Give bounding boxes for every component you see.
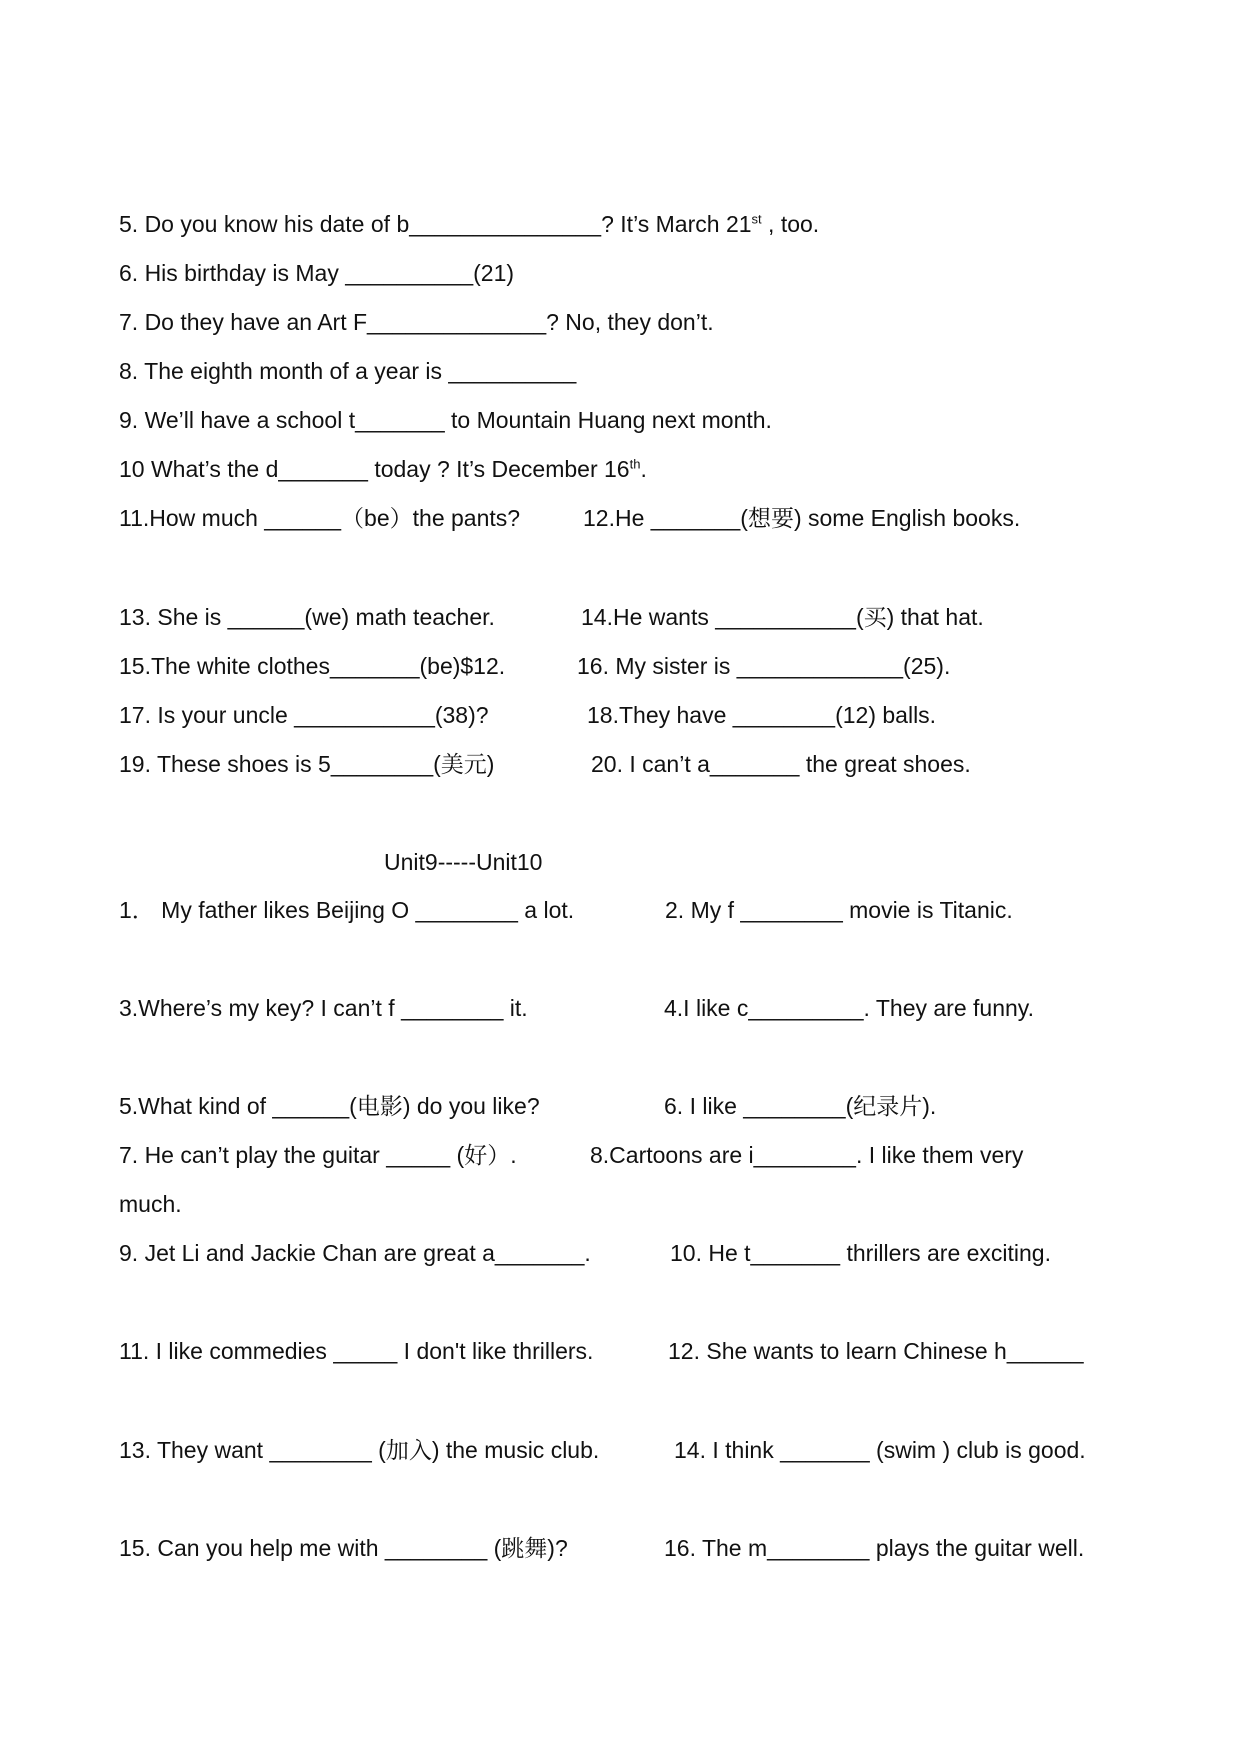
question-12: 12.He _______(想要) some English books. bbox=[583, 505, 1021, 531]
question-6: 6. His birthday is May __________(21) bbox=[119, 260, 515, 286]
question-8: 8. The eighth month of a year is __________ bbox=[119, 358, 577, 384]
unit-question-8-continued: much. bbox=[119, 1191, 182, 1217]
unit-question-1: 1． My father likes Beijing O ________ a lot. bbox=[119, 897, 575, 923]
question-5: 5. Do you know his date of b_______________? It’s March 21st , too. bbox=[119, 211, 820, 237]
question-17: 17. Is your uncle ___________(38)? bbox=[119, 702, 489, 728]
unit-question-3: 3.Where’s my key? I can’t f ________ it. bbox=[119, 995, 528, 1021]
question-14: 14.He wants ___________(买) that hat. bbox=[581, 604, 984, 630]
unit-question-12: 12. She wants to learn Chinese h______ bbox=[668, 1338, 1084, 1364]
question-19: 19. These shoes is 5________(美元) bbox=[119, 751, 495, 777]
unit-question-10: 10. He t_______ thrillers are exciting. bbox=[670, 1240, 1051, 1266]
unit-question-4: 4.I like c_________. They are funny. bbox=[664, 995, 1034, 1021]
unit-question-14: 14. I think _______ (swim ) club is good. bbox=[674, 1437, 1086, 1463]
section-title: Unit9-----Unit10 bbox=[384, 849, 543, 875]
unit-question-8: 8.Cartoons are i________. I like them very bbox=[590, 1142, 1024, 1168]
unit-question-13: 13. They want ________ (加入) the music club. bbox=[119, 1437, 600, 1463]
question-16: 16. My sister is _____________(25). bbox=[577, 653, 951, 679]
question-20: 20. I can’t a_______ the great shoes. bbox=[591, 751, 971, 777]
unit-question-11: 11. I like commedies _____ I don't like thrillers. bbox=[119, 1338, 594, 1364]
unit-question-6: 6. I like ________(纪录片). bbox=[664, 1093, 937, 1119]
unit-question-5: 5.What kind of ______(电影) do you like? bbox=[119, 1093, 540, 1119]
unit-question-9: 9. Jet Li and Jackie Chan are great a_______. bbox=[119, 1240, 591, 1266]
question-11: 11.How much ______（be）the pants? bbox=[119, 505, 521, 531]
question-10: 10 What’s the d_______ today ? It’s December 16th. bbox=[119, 456, 647, 482]
unit-question-7: 7. He can’t play the guitar _____ (好）. bbox=[119, 1142, 517, 1168]
question-18: 18.They have ________(12) balls. bbox=[587, 702, 937, 728]
unit-question-15: 15. Can you help me with ________ (跳舞)? bbox=[119, 1535, 568, 1561]
question-15: 15.The white clothes_______(be)$12. bbox=[119, 653, 506, 679]
question-7: 7. Do they have an Art F______________? No, they don’t. bbox=[119, 309, 714, 335]
unit-question-2: 2. My f ________ movie is Titanic. bbox=[665, 897, 1013, 923]
question-13: 13. She is ______(we) math teacher. bbox=[119, 604, 495, 630]
unit-question-16: 16. The m________ plays the guitar well. bbox=[664, 1535, 1085, 1561]
question-9: 9. We’ll have a school t_______ to Mountain Huang next month. bbox=[119, 407, 772, 433]
